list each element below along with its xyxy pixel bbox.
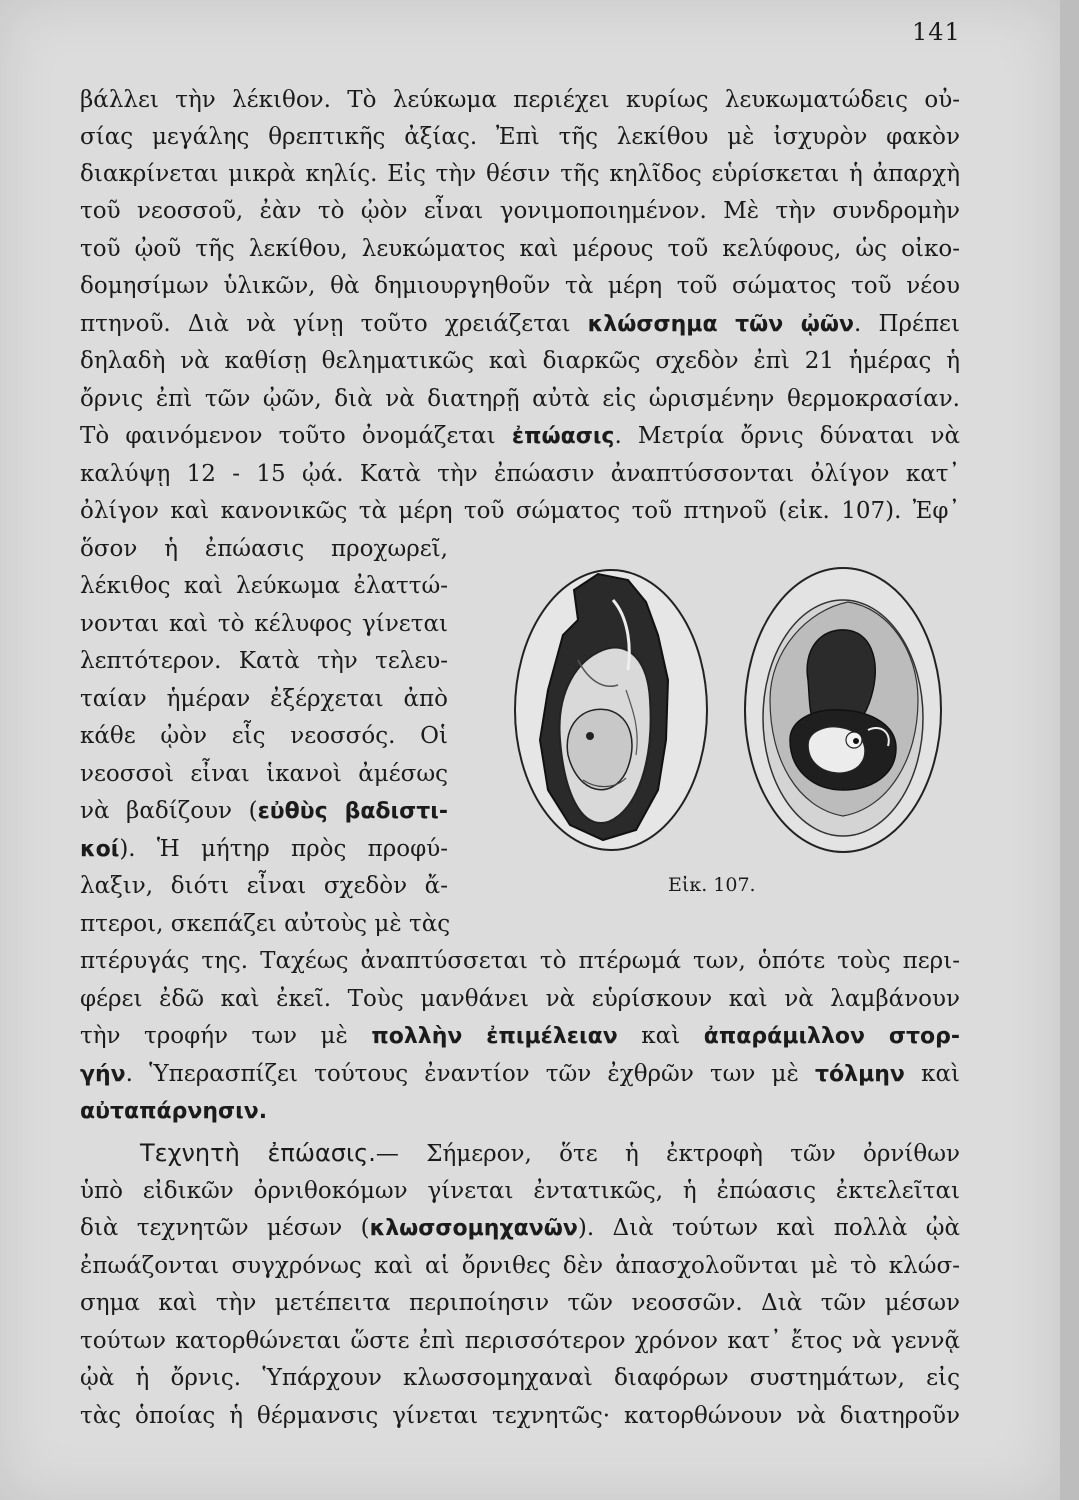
text-line: φέρει ἐδῶ καὶ ἐκεῖ. Τοὺς μανθάνει νὰ εὑρίσκουν καὶ νὰ λαμβάνουν (80, 986, 960, 1012)
text-line: Τὸ φαινόμενον τοῦτο ὀνομάζεται ἐπώασις. Μετρία ὄρνις δύναται νὰ (80, 423, 960, 449)
page-number: 141 (912, 18, 961, 46)
text-line: ἐπωάζονται συγχρόνως καὶ αἱ ὄρνιθες δὲν ἀπασχολοῦνται μὲ τὸ κλώσ- (80, 1253, 960, 1279)
bold-term: αὐταπάρνησιν. (80, 1099, 268, 1124)
column-line: ὅσον ἡ ἐπώασις προχωρεῖ, (80, 536, 448, 562)
bold-term: πολλὴν ἐπιμέλειαν (371, 1024, 618, 1049)
figure-caption: Εἰκ. 107. (668, 874, 756, 896)
text-line: βάλλει τὴν λέκιθον. Τὸ λεύκωμα περιέχει κυρίως λευκωματώδεις οὐ- (80, 87, 960, 113)
text-line: τὴν τροφήν των μὲ πολλὴν ἐπιμέλειαν καὶ ἀπαράμιλλον στορ- (80, 1023, 961, 1049)
bold-term: τόλμην (815, 1062, 905, 1087)
section-heading: Τεχνητὴ ἐπώασις. (140, 1139, 376, 1167)
text-line: δομησίμων ὑλικῶν, θὰ δημιουργηθοῦν τὰ μέρη τοῦ σώματος τοῦ νέου (80, 273, 960, 299)
text-line: ὄρνις ἐπὶ τῶν ᾠῶν, διὰ νὰ διατηρῇ αὐτὰ εἰς ὡρισμένην θερμοκρασίαν. (80, 386, 960, 412)
text-line: τὰς ὁποίας ἡ θέρμανσις γίνεται τεχνητῶς· κατορθώνουν νὰ διατηροῦν (80, 1403, 960, 1429)
text-line: σίας μεγάλης θρεπτικῆς ἀξίας. Ἐπὶ τῆς λεκίθου μὲ ἰσχυρὸν φακὸν (80, 124, 960, 150)
section-first-line: Τεχνητὴ ἐπώασις.— Σήμερον, ὅτε ἡ ἐκτροφὴ τῶν ὀρνίθων (140, 1139, 961, 1167)
column-line: κάθε ᾠὸν εἷς νεοσσός. Οἱ (80, 723, 448, 749)
column-line: λεπτότερον. Κατὰ τὴν τελευ- (80, 648, 448, 674)
column-line: νονται καὶ τὸ κέλυφος γίνεται (80, 611, 448, 637)
bold-term: γήν (80, 1062, 126, 1087)
column-line: λέκιθος καὶ λεύκωμα ἐλαττώ- (80, 573, 448, 599)
text-line: ὀλίγον καὶ κανονικῶς τὰ μέρη τοῦ σώματος τοῦ πτηνοῦ (εἰκ. 107). Ἐφ᾽ (80, 498, 960, 524)
text-line: τούτων κατορθώνεται ὥστε ἐπὶ περισσότερον χρόνον κατ᾽ ἔτος νὰ γεννᾷ (80, 1328, 960, 1354)
text-line: διακρίνεται μικρὰ κηλίς. Εἰς τὴν θέσιν τῆς κηλῖδος εὑρίσκεται ἡ ἀπαρχὴ (80, 161, 960, 187)
text-line: ὑπὸ εἰδικῶν ὀρνιθοκόμων γίνεται ἐντατικῶς, ἡ ἐπώασις ἐκτελεῖται (80, 1178, 960, 1204)
column-line: λαξιν, διότι εἶναι σχεδὸν ἄ- (80, 873, 448, 899)
bold-term: κλώσσημα τῶν ᾠῶν (587, 312, 854, 337)
bold-term: κοί (80, 837, 120, 862)
text-line: ᾠὰ ἡ ὄρνις. Ὑπάρχουν κλωσσομηχαναὶ διαφόρων συστημάτων, εἰς (80, 1365, 960, 1391)
text-line: σημα καὶ τὴν μετέπειτα περιποίησιν τῶν νεοσσῶν. Διὰ τῶν μέσων (80, 1290, 960, 1316)
column-line: κοί). Ἡ μήτηρ πρὸς προφύ- (80, 836, 448, 862)
text-line: τοῦ νεοσσοῦ, ἐὰν τὸ ᾠὸν εἶναι γονιμοποιημένον. Μὲ τὴν συνδρομὴν (80, 198, 960, 224)
bold-term: κλωσσομηχανῶν (369, 1216, 578, 1241)
bold-term: εὐθὺς βαδιστι- (257, 799, 448, 824)
right-egg-illustration (745, 568, 941, 852)
column-line: πτεροι, σκεπάζει αὐτοὺς μὲ τὰς (80, 911, 451, 937)
text-line (80, 1095, 960, 1128)
text-line: τοῦ ᾠοῦ τῆς λεκίθου, λευκώματος καὶ μέρους τοῦ κελύφους, ὡς οἰκο- (80, 236, 960, 262)
text-line: καλύψῃ 12 - 15 ᾠά. Κατὰ τὴν ἐπώασιν ἀναπτύσσονται ὀλίγον κατ᾽ (80, 461, 960, 487)
egg-embryo-figure (508, 540, 968, 880)
text-line: δηλαδὴ νὰ καθίσῃ θεληματικῶς καὶ διαρκῶς σχεδὸν ἐπὶ 21 ἡμέρας ἡ (80, 348, 960, 374)
text-line: πτέρυγάς της. Ταχέως ἀναπτύσσεται τὸ πτέρωμά των, ὁπότε τοὺς περι- (80, 948, 960, 974)
column-line: ταίαν ἡμέραν ἐξέρχεται ἀπὸ (80, 686, 448, 712)
column-line: νεοσσοὶ εἶναι ἱκανοὶ ἀμέσως (80, 761, 448, 787)
column-line: νὰ βαδίζουν (εὐθὺς βαδιστι- (80, 798, 448, 824)
text-line: διὰ τεχνητῶν μέσων (κλωσσομηχανῶν). Διὰ τούτων καὶ πολλὰ ᾠὰ (80, 1215, 961, 1241)
left-egg-illustration (515, 570, 707, 850)
bold-term: ἀπαράμιλλον στορ- (703, 1024, 961, 1049)
bold-term: ἐπώασις (511, 424, 615, 449)
text-line: γήν. Ὑπερασπίζει τούτους ἐναντίον τῶν ἐχθρῶν των μὲ τόλμην καὶ (80, 1061, 961, 1087)
text-line: πτηνοῦ. Διὰ νὰ γίνῃ τοῦτο χρειάζεται κλώσσημα τῶν ᾠῶν. Πρέπει (80, 311, 960, 337)
